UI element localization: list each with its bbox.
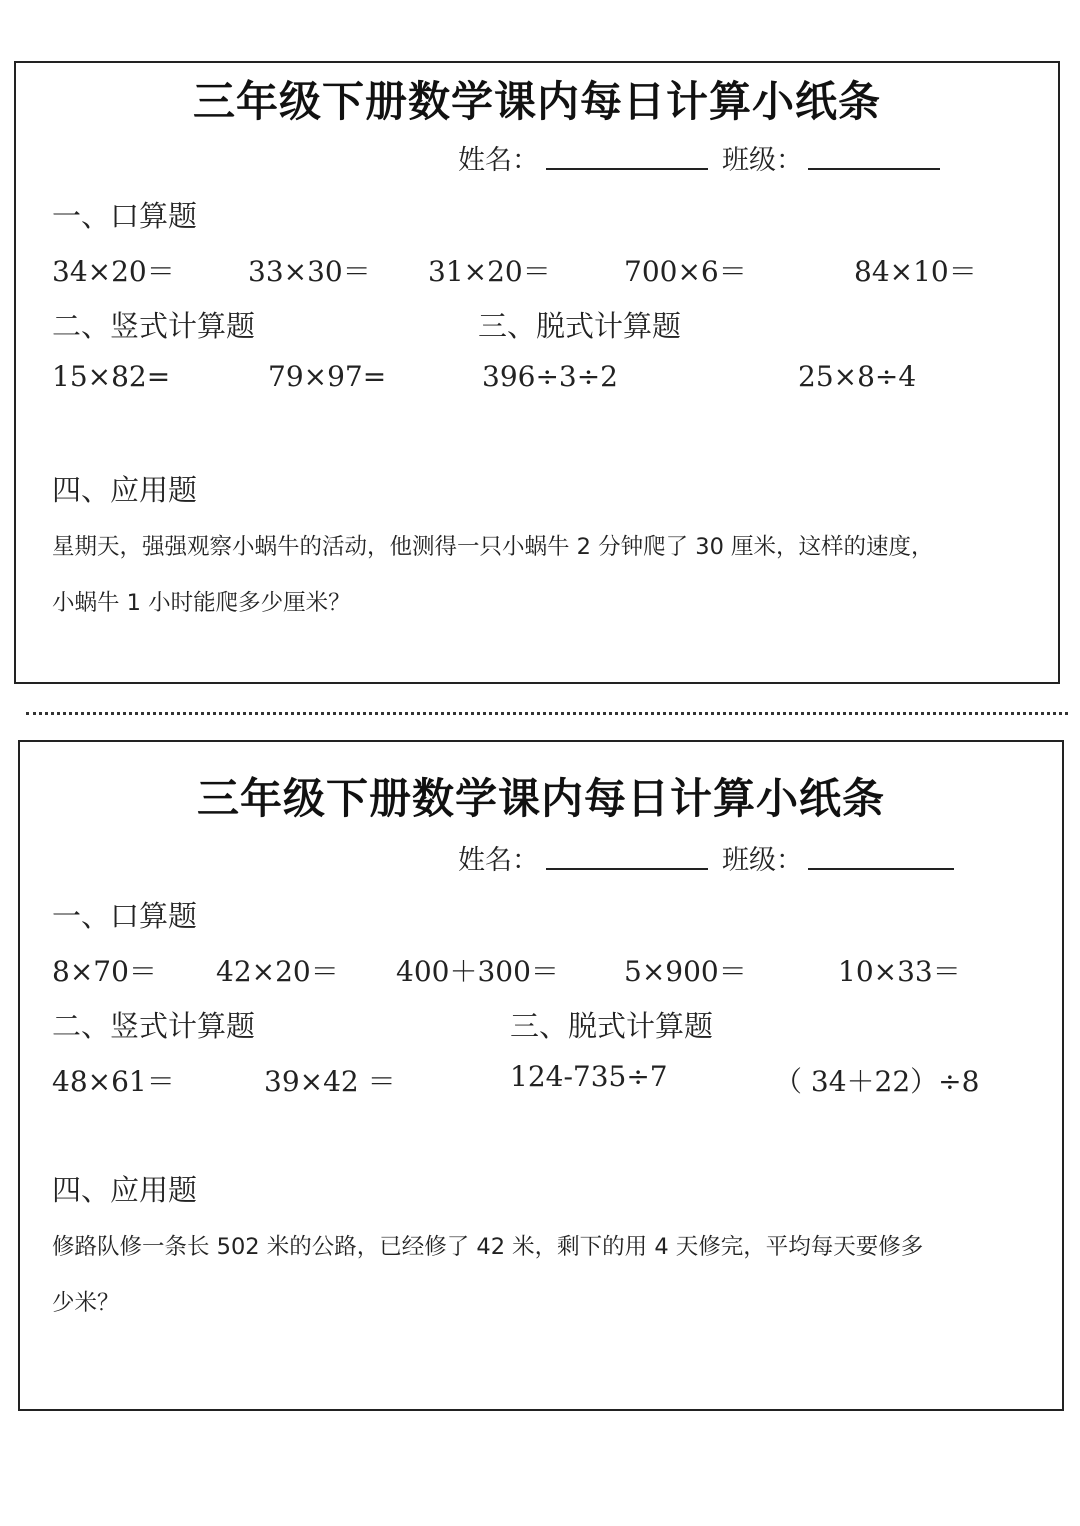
strip-title: 三年级下册数学课内每日计算小纸条: [196, 774, 885, 823]
class-blank-field[interactable]: [808, 168, 940, 170]
vertical-problem: 15×82=: [52, 360, 171, 393]
mental-problem: 8×70＝: [52, 955, 157, 988]
section-mental-heading: 一、口算题: [52, 199, 198, 233]
mental-problem: 10×33＝: [838, 955, 961, 988]
word-problem-line-1: 修路队修一条长 502 米的公路，已经修了 42 米，剩下的用 4 天修完，平均每天要修多: [52, 1234, 924, 1260]
section-vertical-heading: 二、竖式计算题: [52, 309, 256, 343]
stepwise-problem: （ 34＋22）÷8: [774, 1065, 980, 1098]
mental-problem: 84×10＝: [854, 255, 977, 288]
name-blank-field[interactable]: [546, 168, 708, 170]
mental-problem: 34×20＝: [52, 255, 175, 288]
cut-line-separator: [26, 712, 1068, 715]
name-blank-field[interactable]: [546, 868, 708, 870]
stepwise-problem: 25×8÷4: [798, 360, 917, 393]
strip-title: 三年级下册数学课内每日计算小纸条: [192, 77, 881, 126]
section-application-heading: 四、应用题: [52, 1173, 198, 1207]
class-label: 班级：: [722, 145, 803, 176]
vertical-problem: 79×97=: [268, 360, 387, 393]
word-problem-line-2: 少米？: [52, 1290, 120, 1316]
section-mental-heading: 一、口算题: [52, 899, 198, 933]
stepwise-problem: 124-735÷7: [510, 1060, 668, 1093]
section-stepwise-heading: 三、脱式计算题: [510, 1009, 714, 1043]
worksheet-strip-1: [14, 61, 1060, 684]
name-label: 姓名：: [458, 145, 539, 176]
vertical-problem: 48×61＝: [52, 1065, 175, 1098]
class-blank-field[interactable]: [808, 868, 954, 870]
section-application-heading: 四、应用题: [52, 473, 198, 507]
vertical-problem: 39×42 ＝: [264, 1065, 396, 1098]
name-label: 姓名：: [458, 845, 539, 876]
class-label: 班级：: [722, 845, 803, 876]
mental-problem: 31×20＝: [428, 255, 551, 288]
worksheet-strip-2: [18, 740, 1064, 1411]
mental-problem: 700×6＝: [624, 255, 747, 288]
section-stepwise-heading: 三、脱式计算题: [478, 309, 682, 343]
mental-problem: 33×30＝: [248, 255, 371, 288]
mental-problem: 42×20＝: [216, 955, 339, 988]
mental-problem: 400＋300＝: [396, 955, 559, 988]
word-problem-line-2: 小蜗牛 1 小时能爬多少厘米？: [52, 590, 351, 616]
section-vertical-heading: 二、竖式计算题: [52, 1009, 256, 1043]
word-problem-line-1: 星期天，强强观察小蜗牛的活动，他测得一只小蜗牛 2 分钟爬了 30 厘米，这样的速度，: [52, 534, 934, 560]
stepwise-problem: 396÷3÷2: [482, 360, 618, 393]
mental-problem: 5×900＝: [624, 955, 747, 988]
